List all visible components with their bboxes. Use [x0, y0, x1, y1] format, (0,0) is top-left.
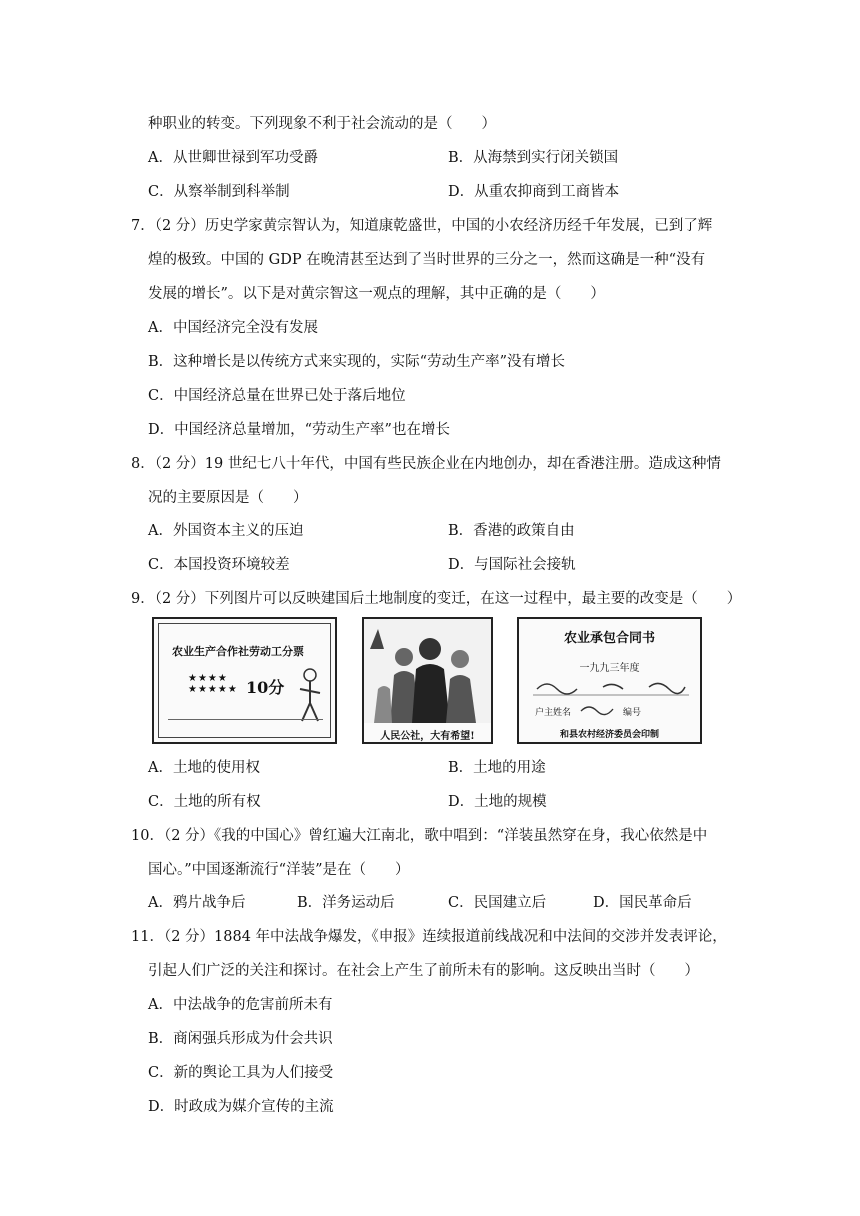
work-point-ticket-image	[152, 617, 337, 744]
q7-stem-line3: 发展的增长”。以下是对黄宗智这一观点的理解，其中正确的是（ ）	[148, 286, 605, 302]
contract-number-label: 编号	[623, 708, 642, 718]
q7-option-a: A．中国经济完全没有发展	[148, 320, 318, 336]
q9-option-d: D．土地的规模	[448, 794, 547, 810]
q10-option-a: A．鸦片战争后	[148, 895, 246, 911]
peoples-commune-poster-image	[362, 617, 493, 744]
q7-option-b: B．这种增长是以传统方式来实现的，实际“劳动生产率”没有增长	[148, 354, 565, 370]
q7-stem-line2: 煌的极致。中国的 GDP 在晚清甚至达到了当时世界的三分之一，然而这确是一种“没有	[148, 252, 706, 268]
poster-caption: 人民公社，大有希望!	[380, 731, 475, 742]
work-point-ticket-title: 农业生产合作社劳动工分票	[172, 645, 304, 658]
q6-option-d: D．从重农抑商到工商皆本	[448, 184, 620, 200]
q9-option-b: B．土地的用途	[448, 760, 546, 776]
star-rating-icon: ★★★★ ★★★★★	[188, 673, 238, 695]
q9-option-c: C．土地的所有权	[148, 794, 261, 810]
q8-option-c: C．本国投资环境较差	[148, 557, 290, 573]
contract-householder-label: 户主姓名	[535, 708, 572, 718]
householder-signature-icon	[579, 701, 619, 717]
q6-option-a: A．从世卿世禄到军功受爵	[148, 150, 318, 166]
q8-option-b: B．香港的政策自由	[448, 523, 575, 539]
crowd-illustration-icon	[364, 619, 491, 723]
q6-option-c: C．从察举制到科举制	[148, 184, 290, 200]
q6-stem: 种职业的转变。下列现象不利于社会流动的是（ ）	[148, 116, 496, 132]
contract-year: 一九九三年度	[579, 663, 640, 674]
q8-option-a: A．外国资本主义的压迫	[148, 523, 304, 539]
q11-option-c: C．新的舆论工具为人们接受	[148, 1065, 334, 1081]
contract-footer: 和县农村经济委员会印制	[559, 730, 659, 740]
q11-option-a: A．中法战争的危害前所未有	[148, 997, 333, 1013]
q8-stem-line2: 况的主要原因是（ ）	[148, 490, 308, 506]
q11-option-d: D．时政成为媒介宣传的主流	[148, 1099, 334, 1115]
q7-stem-line1: 7．（2 分）历史学家黄宗智认为，知道康乾盛世，中国的小农经济历经千年发展，已到了辉	[131, 218, 713, 234]
q10-stem-line1: 10．（2 分）《我的中国心》曾红遍大江南北，歌中唱到：“洋装虽然穿在身，我心依然是中	[131, 828, 708, 844]
q9-option-a: A．土地的使用权	[148, 760, 260, 776]
q6-option-b: B．从海禁到实行闭关锁国	[448, 150, 619, 166]
q9-stem: 9．（2 分）下列图片可以反映建国后土地制度的变迁，在这一过程中，最主要的改变是（ ）	[131, 591, 742, 607]
q10-stem-line2: 国心。”中国逐渐流行“洋装”是在（ ）	[148, 862, 410, 878]
q8-stem-line1: 8．（2 分）19 世纪七八十年代，中国有些民族企业在内地创办，却在香港注册。造成这种情	[131, 456, 721, 472]
q11-stem-line2: 引起人们广泛的关注和探讨。在社会上产生了前所未有的影响。这反映出当时（ ）	[148, 963, 699, 979]
q7-option-d: D．中国经济总量增加，“劳动生产率”也在增长	[148, 422, 450, 438]
worker-figure-icon	[292, 665, 328, 725]
q8-option-d: D．与国际社会接轨	[448, 557, 576, 573]
q7-option-c: C．中国经济总量在世界已处于落后地位	[148, 388, 406, 404]
q10-option-b: B．洋务运动后	[297, 895, 395, 911]
q10-option-c: C．民国建立后	[448, 895, 547, 911]
q11-option-b: B．商闲强兵形成为什会共识	[148, 1031, 333, 1047]
agricultural-contract-image	[517, 617, 702, 744]
contract-title: 农业承包合同书	[563, 631, 655, 646]
handwriting-line-icon	[533, 677, 689, 697]
q10-option-d: D．国民革命后	[593, 895, 692, 911]
q11-stem-line1: 11．（2 分）1884 年中法战争爆发，《申报》连续报道前线战况和中法间的交涉并发表评论，	[131, 929, 727, 945]
work-point-ticket-value: 10分	[246, 678, 285, 697]
